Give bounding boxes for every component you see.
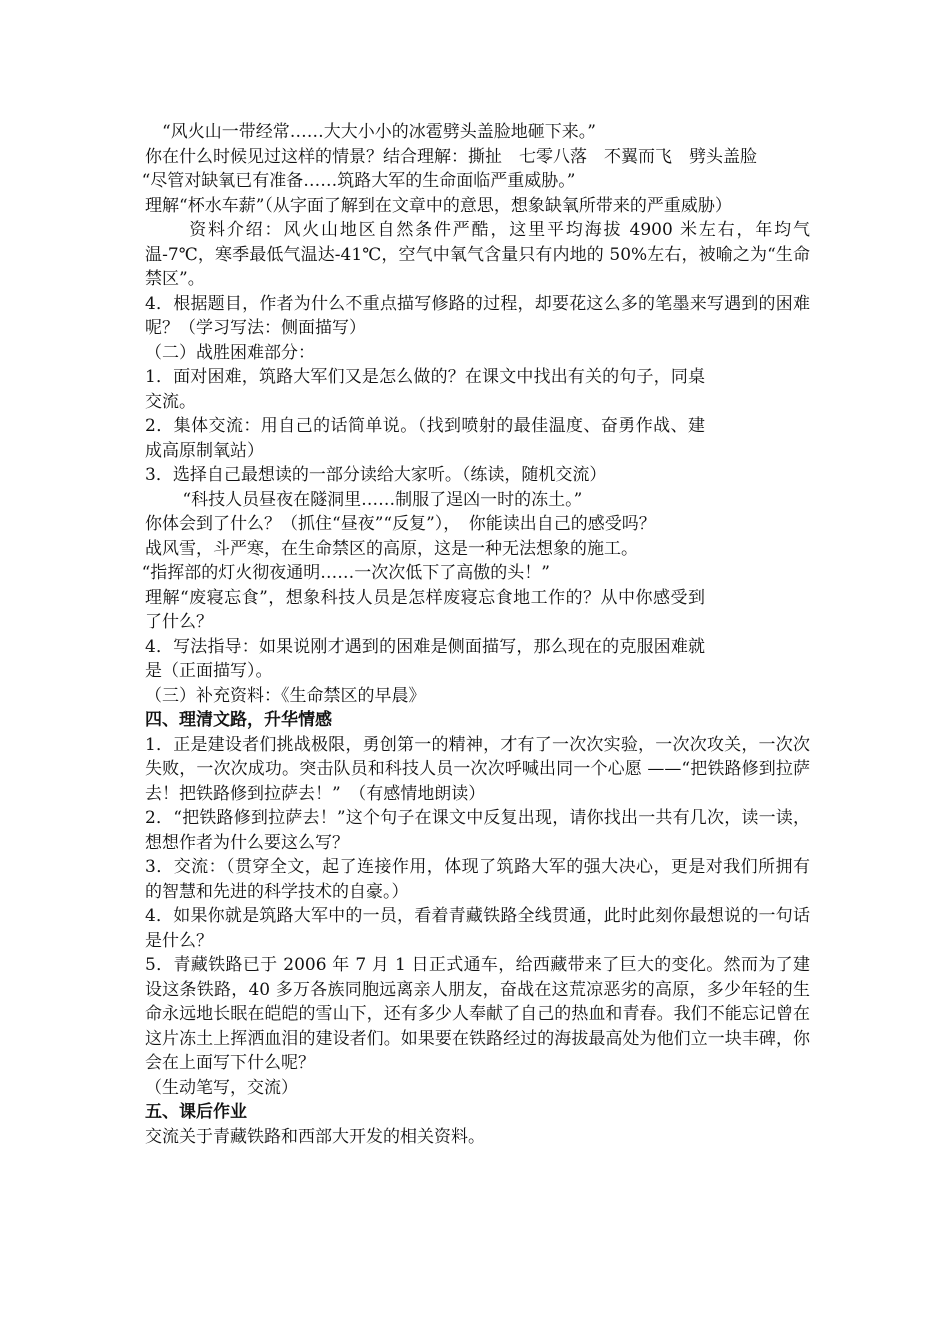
section-overcome: （二）战胜困难部分： [145,342,315,363]
step-2: 2．集体交流：用自己的话简单说。（找到喷射的最佳温度、奋勇作战、建成高原制氧站） [145,416,705,461]
item-4-5: 5．青藏铁路已于 2006 年 7 月 1 日正式通车，给西藏带来了巨大的变化。然而为了建设这条铁路，40 多万各族同胞远离亲人朋友，奋战在这荒凉恶劣的高原，多少年轻的生命永远地长眠在皑皑的雪山下，还有多少人奉献了自己的热血和青春。我们不能忘记曾在这片冻土上挥洒血泪的建设者们。如果要在铁路经过的海拔最高处为他们立一块丰碑，你会在上面写下什么呢？ [145,955,810,1073]
homework: 交流关于青藏铁路和西部大开发的相关资料。 [145,1126,485,1147]
item-4-4: 4．如果你就是筑路大军中的一员，看着青藏铁路全线贯通，此时此刻你最想说的一句话是什么？ [145,906,810,951]
quote-oxygen: “尽管对缺氧已有准备……筑路大军的生命面临严重威胁。” [141,171,576,191]
item-4-2: 2．“把铁路修到拉萨去！”这个句子在课文中反复出现，请你找出一共有几次，读一读，想想作者为什么要这么写？ [145,808,810,853]
quote-hq-lights: “指挥部的灯火彻夜通明……一次次低下了高傲的头！” [141,563,550,583]
item-4-note: （生动笔写，交流） [145,1077,298,1098]
question-4: 4．根据题目，作者为什么不重点描写修路的过程，却要花这么多的笔墨来写遇到的困难呢？（学习写法：侧面描写） [145,293,810,338]
step-3: 3．选择自己最想读的一部分读给大家听。（练读，随机交流） [145,465,607,485]
question-feeling: 你体会到了什么？（抓住“昼夜”“反复”）， 你能读出自己的感受吗？ [145,514,656,534]
section-supplement: （三）补充资料：《生命禁区的早晨》 [145,685,426,706]
material-intro: 资料介绍：风火山地区自然条件严酷，这里平均海拔 4900 米左右，年均气温-7℃，寒季最低气温达-41℃，空气中氧气含量只有内地的 50%左右，被喻之为“生命禁区”。 [145,220,810,289]
item-4-3: 3．交流：（贯穿全文，起了连接作用，体现了筑路大军的强大决心，更是对我们所拥有的智慧和先进的科学技术的自豪。） [145,857,810,902]
step-4-writing: 4．写法指导：如果说刚才遇到的困难是侧面描写，那么现在的克服困难就是（正面描写）。 [145,636,705,681]
item-4-1: 1．正是建设者们挑战极限，勇创第一的精神，才有了一次次实验，一次次攻关，一次次失败，一次次成功。突击队员和科技人员一次次呼喊出同一个心愿 ——“把铁路修到拉萨去！把铁路修到拉萨去！” （有感情地朗读） [145,734,810,804]
heading-section-5: 五、课后作业 [145,1102,247,1122]
heading-section-4: 四、理清文路，升华情感 [145,710,332,730]
document-page [141,120,810,1149]
understand-feiqin: 理解“废寝忘食”，想象科技人员是怎样废寝忘食地工作的？从中你感受到了什么？ [145,587,705,632]
question-scene: 你在什么时候见过这样的情景？结合理解：撕扯 七零八落 不翼而飞 劈头盖脸 [145,146,757,167]
understand-beishui: 理解“杯水车薪”（从字面了解到在文章中的意思，想象缺氧所带来的严重威胁） [145,195,732,216]
quote-fenghuoshan: “风火山一带经常……大大小小的冰雹劈头盖脸地砸下来。” [162,122,596,142]
quote-tech-staff: “科技人员昼夜在隧洞里……制服了逞凶一时的冻土。” [182,489,583,510]
statement-construction: 战风雪，斗严寒，在生命禁区的高原，这是一种无法想象的施工。 [145,538,638,559]
step-1: 1．面对困难，筑路大军们又是怎么做的？在课文中找出有关的句子，同桌交流。 [145,367,705,412]
